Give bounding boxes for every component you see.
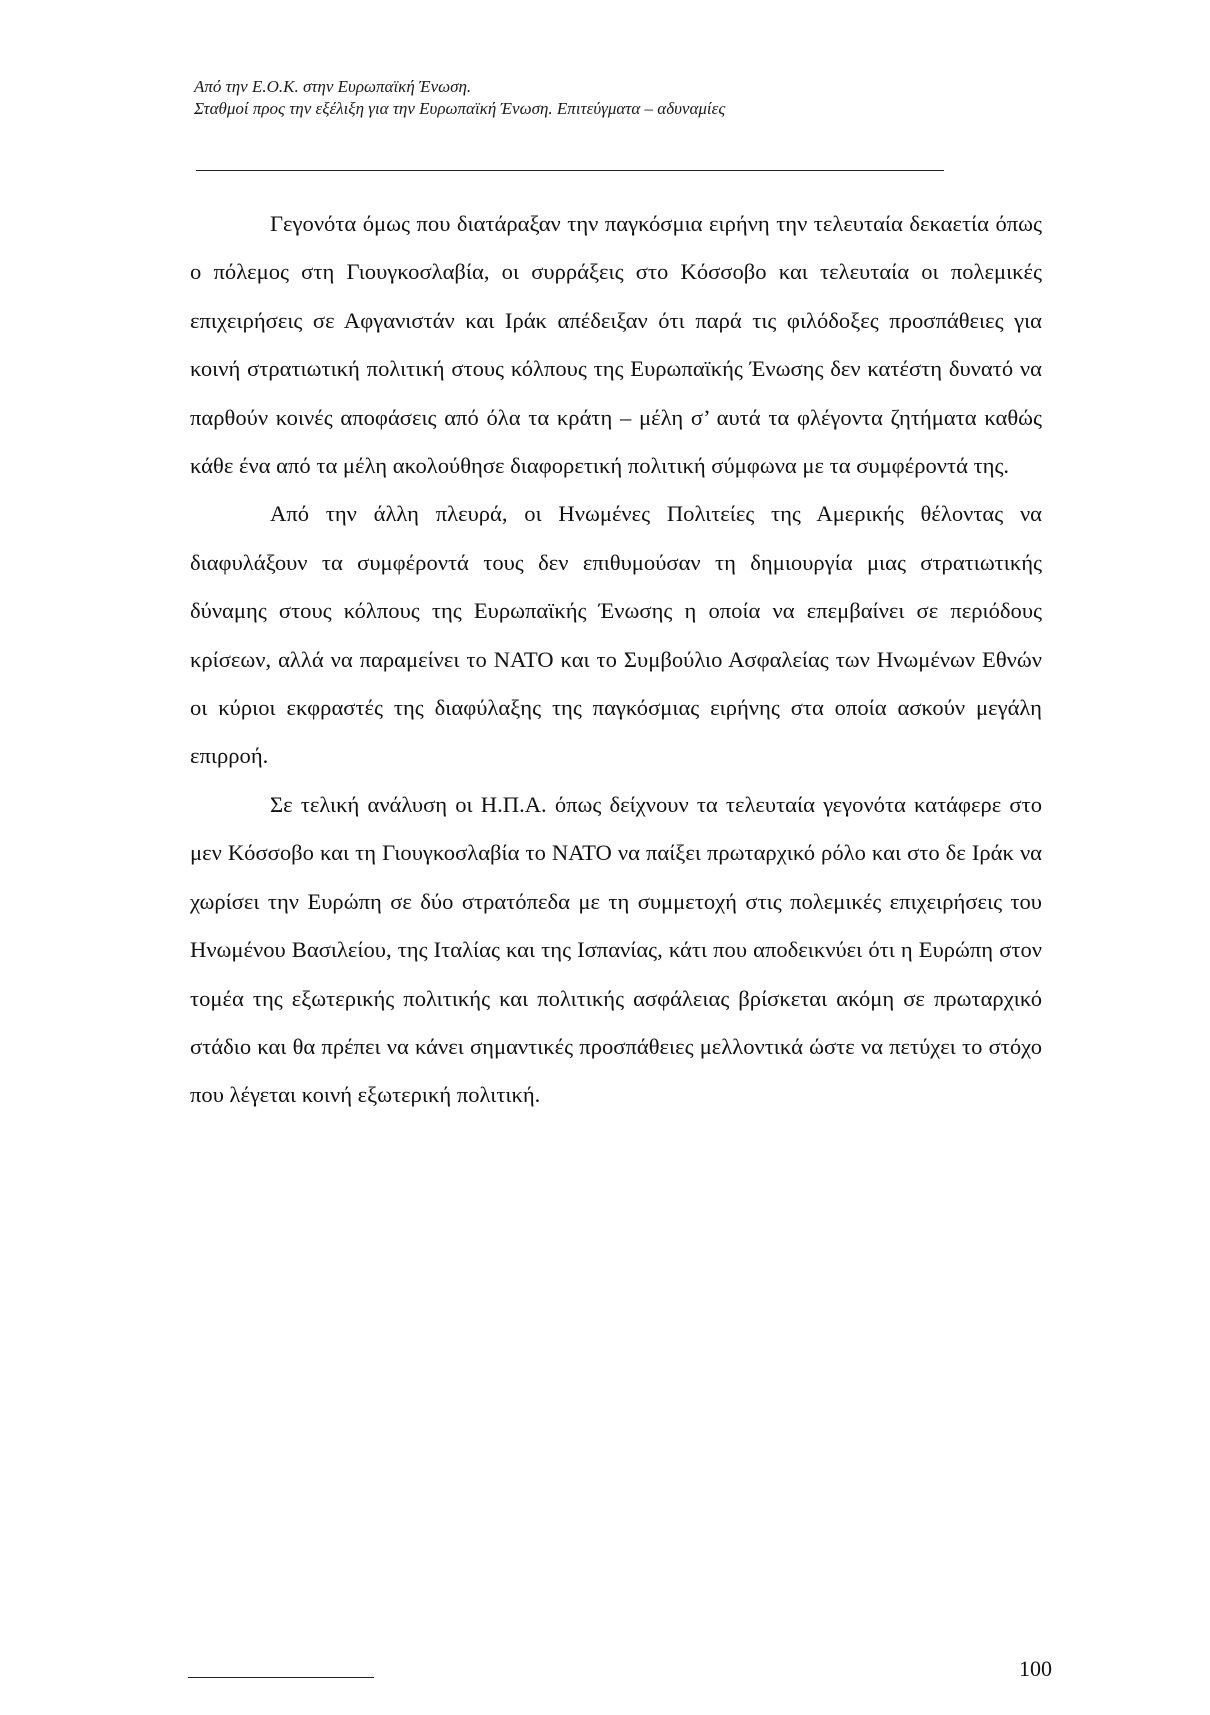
header-divider <box>196 170 944 171</box>
page-number <box>1000 1654 1052 1681</box>
footer-divider <box>188 1677 374 1678</box>
paragraph-2: Από την άλλη πλευρά, οι Ηνωμένες Πολιτείες της Αμερικής θέλοντας να διαφυλάξουν τα συμφέροντά τους δεν επιθυμούσαν τη δημιουργία μιας στρατιωτικής δύναμης στους κόλπους της Ευρωπαϊκής Ένωσης η οποία να επεμβαίνει σε περιόδους κρίσεων, αλλά να παραμείνει το ΝΑΤΟ και το Συμβούλιο Ασφαλείας των Ηνωμένων Εθνών οι κύριοι εκφραστές της διαφύλαξης της παγκόσμιας ειρήνης στα οποία ασκούν μεγάλη επιρροή. <box>190 501 1042 769</box>
page-number-text: 100 <box>1019 1656 1052 1681</box>
paragraph-3: Σε τελική ανάλυση οι Η.Π.Α. όπως δείχνουν τα τελευταία γεγονότα κατάφερε στο μεν Κόσσοβο και τη Γιουγκοσλαβία το ΝΑΤΟ να παίξει πρωταρχικό ρόλο και στο δε Ιράκ να χωρίσει την Ευρώπη σε δύο στρατόπεδα με τη συμμετοχή στις πολεμικές επιχειρήσεις του Ηνωμένου Βασιλείου, της Ιταλίας και της Ισπανίας, κάτι που αποδεικνύει ότι η Ευρώπη στον τομέα της εξωτερικής πολιτικής και πολιτικής ασφάλειας βρίσκεται ακόμη σε πρωταρχικό στάδιο και θα πρέπει να κάνει σημαντικές προσπάθειες μελλοντικά ώστε να πετύχει το στόχο που λέγεται κοινή εξωτερική πολιτική. <box>190 791 1042 1108</box>
body-text <box>190 200 1042 1120</box>
running-header <box>194 76 725 120</box>
running-header-subtitle: Σταθμοί προς την εξέλιξη για την Ευρωπαϊκή Ένωση. Επιτεύγματα – αδυναμίες <box>194 99 726 118</box>
paragraph-1: Γεγονότα όμως που διατάραξαν την παγκόσμια ειρήνη την τελευταία δεκαετία όπως ο πόλεμος στη Γιουγκοσλαβία, οι συρράξεις στο Κόσσοβο και τελευταία οι πολεμικές επιχειρήσεις σε Αφγανιστάν και Ιράκ απέδειξαν ότι παρά τις φιλόδοξες προσπάθειες για κοινή στρατιωτική πολιτική στους κόλπους της Ευρωπαϊκής Ένωσης δεν κατέστη δυνατό να παρθούν κοινές αποφάσεις από όλα τα κράτη – μέλη σ’ αυτά τα φλέγοντα ζητήματα καθώς κάθε ένα από τα μέλη ακολούθησε διαφορετική πολιτική σύμφωνα με τα συμφέροντά της. <box>190 211 1042 479</box>
running-header-title: Από την Ε.Ο.Κ. στην Ευρωπαϊκή Ένωση. <box>194 77 472 96</box>
